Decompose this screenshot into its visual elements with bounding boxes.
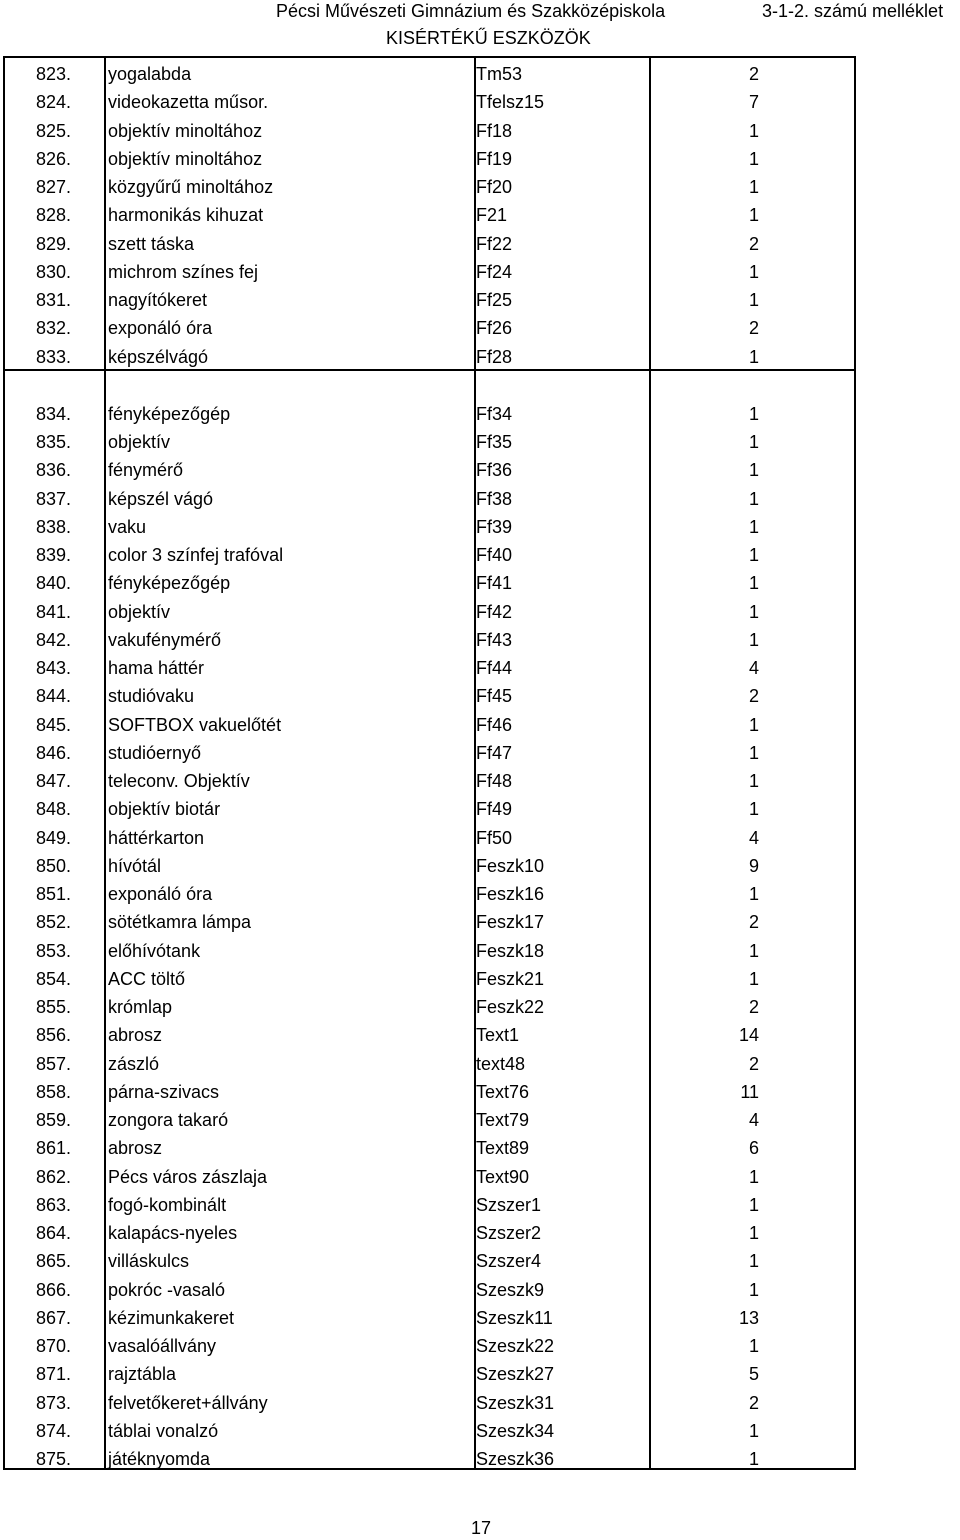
item-quantity: 4 [748, 1110, 759, 1130]
item-name: fényképezőgép [108, 403, 231, 424]
table-row [5, 1050, 854, 1078]
item-quantity: 1 [748, 1449, 759, 1469]
item-code: Feszk22 [476, 997, 545, 1017]
item-code: Ff24 [476, 261, 513, 282]
table-row [5, 286, 854, 314]
row-number: 858. [36, 1081, 72, 1102]
item-quantity: 5 [748, 1364, 759, 1385]
item-code: Szeszk11 [476, 1307, 553, 1328]
item-code: Ff41 [476, 573, 513, 594]
table-row [5, 937, 854, 965]
item-name: SOFTBOX vakuelőtét [108, 714, 282, 735]
school-name-header: Pécsi Művészeti Gimnázium és Szakközépiskola [276, 1, 666, 21]
table-row [5, 513, 854, 541]
table-row [5, 1021, 854, 1049]
item-quantity: 1 [748, 940, 759, 961]
item-quantity: 2 [748, 318, 759, 339]
row-number: 827. [36, 177, 72, 197]
item-name: szett táska [108, 233, 195, 254]
item-code: Ff26 [476, 318, 513, 339]
item-quantity: 1 [748, 742, 759, 763]
item-name: zászló [108, 1053, 160, 1074]
item-quantity: 1 [748, 290, 759, 310]
item-quantity: 1 [748, 346, 759, 367]
row-number: 861. [36, 1138, 72, 1159]
item-name: objektív minoltához [108, 120, 263, 141]
item-code: Szeszk22 [476, 1336, 555, 1356]
table-row [5, 1417, 854, 1445]
item-code: Ff19 [476, 148, 513, 169]
item-quantity: 1 [748, 177, 759, 197]
item-quantity: 1 [748, 432, 759, 452]
item-code: Ff45 [476, 686, 513, 707]
item-code: Szeszk34 [476, 1420, 555, 1441]
annex-label: 3-1-2. számú melléklet [762, 1, 944, 21]
table-row [5, 993, 854, 1021]
row-number: 844. [36, 686, 72, 707]
item-name: objektív minoltához [108, 148, 263, 169]
row-number: 832. [36, 318, 72, 339]
item-quantity: 1 [748, 1420, 759, 1441]
table-row [5, 767, 854, 795]
page-title: KISÉRTÉKŰ ESZKÖZÖK [386, 28, 591, 48]
row-number: 843. [36, 658, 72, 678]
inventory-table [3, 56, 856, 1470]
item-code: F21 [476, 205, 508, 226]
row-number: 856. [36, 1025, 72, 1046]
table-row [5, 1304, 854, 1332]
item-name: hívótál [108, 855, 162, 876]
item-code: Ff38 [476, 488, 513, 509]
item-code: Ff18 [476, 120, 513, 141]
item-quantity: 1 [748, 1336, 759, 1356]
item-name: fogó-kombinált [108, 1194, 227, 1215]
item-quantity: 1 [748, 884, 759, 904]
item-name: exponáló óra [108, 318, 213, 339]
table-row [5, 795, 854, 823]
item-quantity: 1 [748, 629, 759, 650]
row-number: 870. [36, 1336, 72, 1356]
item-name: párna-szivacs [108, 1081, 220, 1102]
table-row [5, 824, 854, 852]
item-quantity: 1 [748, 1223, 759, 1243]
item-name: teleconv. Objektív [108, 771, 250, 791]
item-name: vasalóállvány [108, 1336, 217, 1356]
item-code: Text89 [476, 1138, 530, 1159]
table-row [5, 569, 854, 597]
row-number: 845. [36, 714, 72, 735]
table-row [5, 173, 854, 201]
table-row [5, 1247, 854, 1275]
table-row [5, 626, 854, 654]
page-number: 17 [471, 1518, 492, 1538]
row-number: 862. [36, 1166, 72, 1187]
item-name: vakufénymérő [108, 629, 222, 650]
table-row [5, 230, 854, 258]
item-code: Feszk18 [476, 940, 545, 961]
item-code: Szszer2 [476, 1223, 542, 1243]
item-name: fényképezőgép [108, 573, 231, 594]
item-name: rajztábla [108, 1364, 177, 1385]
item-name: color 3 színfej trafóval [108, 545, 284, 565]
table-row [5, 654, 854, 682]
row-number: 831. [36, 290, 72, 310]
row-number: 865. [36, 1251, 72, 1272]
item-quantity: 1 [748, 1194, 759, 1215]
table-row [5, 428, 854, 456]
table-row [5, 739, 854, 767]
row-number: 829. [36, 233, 72, 254]
item-code: Ff49 [476, 799, 513, 820]
row-number: 853. [36, 940, 72, 961]
item-code: Szeszk36 [476, 1449, 555, 1469]
item-name: kalapács-nyeles [108, 1223, 238, 1243]
row-number: 841. [36, 601, 72, 622]
item-quantity: 1 [748, 601, 759, 622]
item-quantity: 1 [748, 573, 759, 594]
item-quantity: 1 [748, 1251, 759, 1272]
table-row [5, 1276, 854, 1304]
item-code: Ff22 [476, 233, 513, 254]
row-number: 826. [36, 148, 72, 169]
table-row [5, 88, 854, 116]
item-name: michrom színes fej [108, 261, 259, 282]
item-name: studióvaku [108, 686, 195, 707]
table-row [5, 682, 854, 710]
row-number: 828. [36, 205, 72, 226]
item-name: fénymérő [108, 460, 184, 481]
item-name: pokróc -vasaló [108, 1279, 226, 1300]
item-name: vaku [108, 516, 147, 537]
table-row [5, 1219, 854, 1247]
item-name: abrosz [108, 1138, 163, 1159]
item-name: képszélvágó [108, 346, 209, 367]
item-name: játéknyomda [108, 1449, 211, 1469]
table-row [5, 598, 854, 626]
item-name: ACC töltő [108, 968, 186, 989]
item-name: exponáló óra [108, 884, 213, 904]
item-quantity: 1 [748, 460, 759, 481]
row-number: 838. [36, 516, 72, 537]
item-quantity: 14 [738, 1025, 759, 1046]
item-name: objektív [108, 432, 171, 452]
item-quantity: 6 [748, 1138, 759, 1159]
row-number: 837. [36, 488, 72, 509]
item-name: közgyűrű minoltához [108, 177, 274, 197]
row-number: 867. [36, 1307, 72, 1328]
row-number: 857. [36, 1053, 72, 1074]
item-quantity: 1 [748, 1166, 759, 1187]
item-name: villáskulcs [108, 1251, 190, 1272]
item-quantity: 1 [748, 1279, 759, 1300]
item-code: Ff46 [476, 714, 513, 735]
row-number: 875. [36, 1449, 72, 1469]
item-quantity: 1 [748, 799, 759, 820]
item-code: Feszk16 [476, 884, 545, 904]
item-quantity: 2 [748, 997, 759, 1017]
item-code: Ff36 [476, 460, 513, 481]
table-row [5, 201, 854, 229]
item-code: Szeszk27 [476, 1364, 555, 1385]
row-number: 840. [36, 573, 72, 594]
table-row [5, 145, 854, 173]
row-number: 850. [36, 855, 72, 876]
item-code: Feszk17 [476, 912, 545, 933]
row-number: 830. [36, 261, 72, 282]
row-number: 873. [36, 1392, 72, 1413]
item-code: Ff50 [476, 827, 513, 848]
table-row [5, 1332, 854, 1360]
item-quantity: 1 [748, 205, 759, 226]
table-row [5, 343, 854, 371]
row-number: 847. [36, 771, 72, 791]
table-row [5, 541, 854, 569]
table-row [5, 1134, 854, 1162]
row-number: 864. [36, 1223, 72, 1243]
item-code: Ff42 [476, 601, 513, 622]
table-row [5, 1389, 854, 1417]
table-row [5, 1360, 854, 1388]
item-name: abrosz [108, 1025, 163, 1046]
item-code: Ff35 [476, 432, 513, 452]
item-code: Text90 [476, 1166, 530, 1187]
row-number: 854. [36, 968, 72, 989]
item-name: hama háttér [108, 658, 205, 678]
row-number: 849. [36, 827, 72, 848]
table-row [5, 117, 854, 145]
item-code: Ff25 [476, 290, 513, 310]
item-name: előhívótank [108, 940, 201, 961]
item-quantity: 1 [748, 261, 759, 282]
table-row [5, 314, 854, 342]
item-code: Ff44 [476, 658, 513, 678]
table-row [5, 485, 854, 513]
item-name: harmonikás kihuzat [108, 205, 264, 226]
item-name: Pécs város zászlaja [108, 1166, 268, 1187]
item-code: Ff47 [476, 742, 513, 763]
item-name: sötétkamra lámpa [108, 912, 252, 933]
table-row [5, 711, 854, 739]
item-quantity: 4 [748, 827, 759, 848]
item-name: yogalabda [108, 64, 192, 84]
row-number: 855. [36, 997, 72, 1017]
item-quantity: 1 [748, 403, 759, 424]
item-quantity: 4 [748, 658, 759, 678]
table-row [5, 1078, 854, 1106]
table-row [5, 880, 854, 908]
table-row [5, 258, 854, 286]
item-quantity: 2 [748, 1392, 759, 1413]
item-quantity: 1 [748, 148, 759, 169]
row-number: 874. [36, 1420, 72, 1441]
row-number: 842. [36, 629, 72, 650]
row-number: 836. [36, 460, 72, 481]
item-quantity: 9 [748, 855, 759, 876]
row-number: 833. [36, 346, 72, 367]
item-code: Feszk10 [476, 855, 545, 876]
item-name: táblai vonalzó [108, 1420, 219, 1441]
item-code: Ff34 [476, 403, 513, 424]
item-code: text48 [476, 1053, 526, 1074]
item-quantity: 1 [748, 120, 759, 141]
item-code: Feszk21 [476, 968, 545, 989]
table-row [5, 400, 854, 428]
item-name: videokazetta műsor. [108, 92, 269, 113]
row-number: 834. [36, 403, 72, 424]
item-quantity: 2 [748, 912, 759, 933]
item-name: nagyítókeret [108, 290, 208, 310]
item-quantity: 2 [748, 686, 759, 707]
item-quantity: 2 [748, 1053, 759, 1074]
row-number: 866. [36, 1279, 72, 1300]
table-row [5, 60, 854, 88]
row-number: 823. [36, 64, 72, 84]
item-code: Szszer4 [476, 1251, 542, 1272]
item-code: Ff40 [476, 545, 513, 565]
item-quantity: 11 [740, 1081, 759, 1102]
table-row [5, 1445, 854, 1473]
item-code: Ff43 [476, 629, 513, 650]
item-name: felvetőkeret+állvány [108, 1392, 268, 1413]
item-code: Szeszk31 [476, 1392, 555, 1413]
item-quantity: 1 [748, 714, 759, 735]
item-quantity: 1 [748, 968, 759, 989]
table-row [5, 1163, 854, 1191]
item-code: Tfelsz15 [476, 92, 545, 113]
table-row [5, 1191, 854, 1219]
row-number: 839. [36, 545, 72, 565]
table-row [5, 1106, 854, 1134]
row-number: 846. [36, 742, 72, 763]
item-quantity: 7 [748, 92, 759, 113]
item-code: Ff39 [476, 516, 513, 537]
item-quantity: 1 [748, 516, 759, 537]
item-quantity: 13 [738, 1307, 759, 1328]
item-code: Text1 [476, 1025, 520, 1046]
row-number: 825. [36, 120, 72, 141]
row-number: 859. [36, 1110, 72, 1130]
table-row [5, 852, 854, 880]
item-name: krómlap [108, 997, 173, 1017]
table-row [5, 908, 854, 936]
table-row [5, 965, 854, 993]
item-name: studióernyő [108, 742, 202, 763]
row-number: 848. [36, 799, 72, 820]
item-code: Szeszk9 [476, 1279, 545, 1300]
item-code: Szszer1 [476, 1194, 542, 1215]
item-name: objektív biotár [108, 799, 221, 820]
item-code: Ff28 [476, 346, 513, 367]
item-code: Text76 [476, 1081, 530, 1102]
row-number: 852. [36, 912, 72, 933]
row-number: 851. [36, 884, 72, 904]
item-name: objektív [108, 601, 171, 622]
item-quantity: 1 [748, 771, 759, 791]
item-name: kézimunkakeret [108, 1307, 235, 1328]
item-quantity: 1 [748, 488, 759, 509]
item-quantity: 2 [748, 64, 759, 84]
row-number: 863. [36, 1194, 72, 1215]
item-name: háttérkarton [108, 827, 205, 848]
row-number: 871. [36, 1364, 72, 1385]
item-quantity: 1 [748, 545, 759, 565]
item-code: Tm53 [476, 64, 523, 84]
item-name: zongora takaró [108, 1110, 229, 1130]
item-quantity: 2 [748, 233, 759, 254]
row-number: 835. [36, 432, 72, 452]
item-code: Ff48 [476, 771, 513, 791]
row-number: 824. [36, 92, 72, 113]
table-row [5, 456, 854, 484]
item-code: Text79 [476, 1110, 530, 1130]
item-code: Ff20 [476, 177, 513, 197]
item-name: képszél vágó [108, 488, 214, 509]
